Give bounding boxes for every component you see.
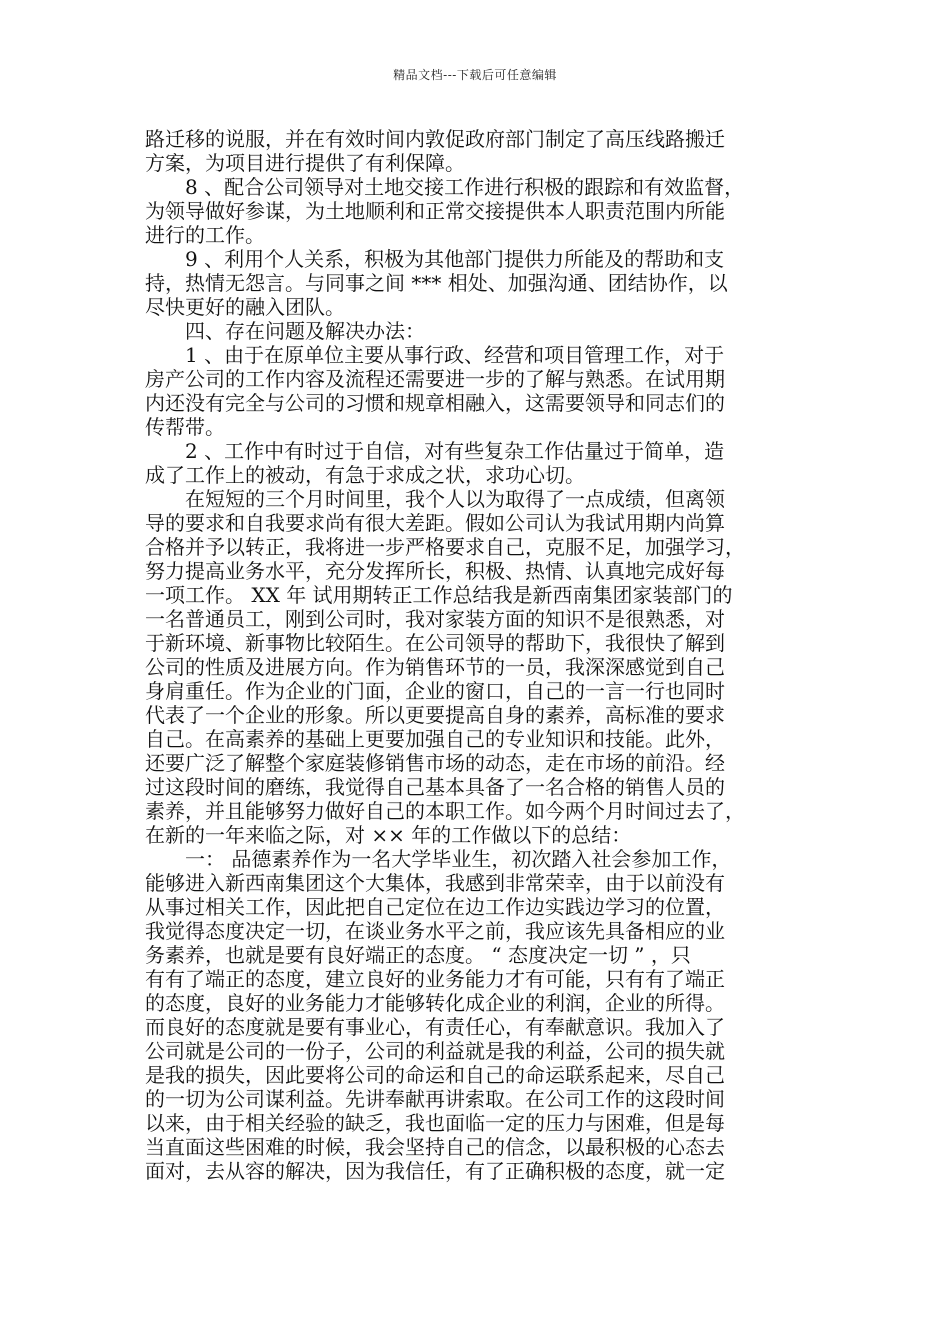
document-body	[145, 127, 805, 1183]
text-line: 8 、配合公司领导对土地交接工作进行积极的跟踪和有效监督，	[145, 175, 745, 199]
text-line: 的态度，良好的业务能力才能够转化成企业的利润，企业的所得。	[145, 991, 725, 1015]
text-line: 传帮带。	[145, 415, 225, 439]
text-line: 合格并予以转正，我将进一步严格要求自己，克服不足，加强学习，	[145, 535, 745, 559]
text-line: 持，热情无怨言。与同事之间 *** 相处、加强沟通、团结协作，以	[145, 271, 728, 295]
text-line: 而良好的态度就是要有事业心，有责任心，有奉献意识。我加入了	[145, 1015, 725, 1039]
text-line: 于新环境、新事物比较陌生。在公司领导的帮助下，我很快了解到	[145, 631, 725, 655]
text-line: 一名普通员工，刚到公司时，我对家装方面的知识不是很熟悉，对	[145, 607, 725, 631]
text-line: 从事过相关工作，因此把自己定位在边工作边实践边学习的位置，	[145, 895, 725, 919]
text-line: 9 、利用个人关系，积极为其他部门提供力所能及的帮助和支	[145, 247, 725, 271]
text-line: 内还没有完全与公司的习惯和规章相融入，这需要领导和同志们的	[145, 391, 725, 415]
text-line: 当直面这些困难的时候，我会坚持自己的信念，以最积极的心态去	[145, 1135, 725, 1159]
page-header: 精品文档---下载后可任意编辑	[393, 68, 557, 82]
text-line: 房产公司的工作内容及流程还需要进一步的了解与熟悉。在试用期	[145, 367, 725, 391]
text-line: 面对，去从容的解决，因为我信任，有了正确积极的态度，就一定	[145, 1159, 725, 1183]
text-line: 务素养，也就是要有良好端正的态度。 “ 态度决定一切 ” ，只	[145, 943, 691, 967]
text-line: 以来，由于相关经验的缺乏，我也面临一定的压力与困难，但是每	[145, 1111, 725, 1135]
text-line: 一项工作。 XX 年 试用期转正工作总结我是新西南集团家装部门的	[145, 583, 733, 607]
text-line: 自己。在高素养的基础上更要加强自己的专业知识和技能。此外，	[145, 727, 725, 751]
text-line: 2 、工作中有时过于自信，对有些复杂工作估量过于简单，造	[145, 439, 725, 463]
text-line: 代表了一个企业的形象。所以更要提高自身的素养，高标准的要求	[145, 703, 725, 727]
text-line: 身肩重任。作为企业的门面，企业的窗口，自己的一言一行也同时	[145, 679, 725, 703]
text-line: 尽快更好的融入团队。	[145, 295, 345, 319]
text-line: 能够进入新西南集团这个大集体，我感到非常荣幸，由于以前没有	[145, 871, 725, 895]
text-line: 公司的性质及进展方向。作为销售环节的一员，我深深感觉到自己	[145, 655, 725, 679]
text-line: 方案，为项目进行提供了有利保障。	[145, 151, 465, 175]
text-line: 成了工作上的被动，有急于求成之状，求功心切。	[145, 463, 585, 487]
text-line: 路迁移的说服，并在有效时间内敦促政府部门制定了高压线路搬迁	[145, 127, 725, 151]
text-line: 一： 品德素养作为一名大学毕业生，初次踏入社会参加工作，	[145, 847, 732, 871]
text-line: 我觉得态度决定一切，在谈业务水平之前，我应该先具备相应的业	[145, 919, 725, 943]
text-line: 还要广泛了解整个家庭装修销售市场的动态，走在市场的前沿。经	[145, 751, 725, 775]
text-line: 为领导做好参谋，为土地顺利和正常交接提供本人职责范围内所能	[145, 199, 725, 223]
text-line: 在新的一年来临之际，对 ×× 年的工作做以下的总结：	[145, 823, 632, 847]
text-line: 公司就是公司的一份子，公司的利益就是我的利益，公司的损失就	[145, 1039, 725, 1063]
text-line: 四、存在问题及解决办法：	[145, 319, 425, 343]
text-line: 素养，并且能够努力做好自己的本职工作。如今两个月时间过去了，	[145, 799, 745, 823]
text-line: 有有了端正的态度，建立良好的业务能力才有可能，只有有了端正	[145, 967, 725, 991]
text-line: 进行的工作。	[145, 223, 265, 247]
text-line: 是我的损失，因此要将公司的命运和自己的命运联系起来，尽自己	[145, 1063, 725, 1087]
text-line: 的一切为公司谋利益。先讲奉献再讲索取。在公司工作的这段时间	[145, 1087, 725, 1111]
text-line: 在短短的三个月时间里，我个人以为取得了一点成绩，但离领	[145, 487, 725, 511]
text-line: 努力提高业务水平，充分发挥所长，积极、热情、认真地完成好每	[145, 559, 725, 583]
text-line: 导的要求和自我要求尚有很大差距。假如公司认为我试用期内尚算	[145, 511, 725, 535]
text-line: 过这段时间的磨练，我觉得自己基本具备了一名合格的销售人员的	[145, 775, 725, 799]
text-line: 1 、由于在原单位主要从事行政、经营和项目管理工作，对于	[145, 343, 725, 367]
